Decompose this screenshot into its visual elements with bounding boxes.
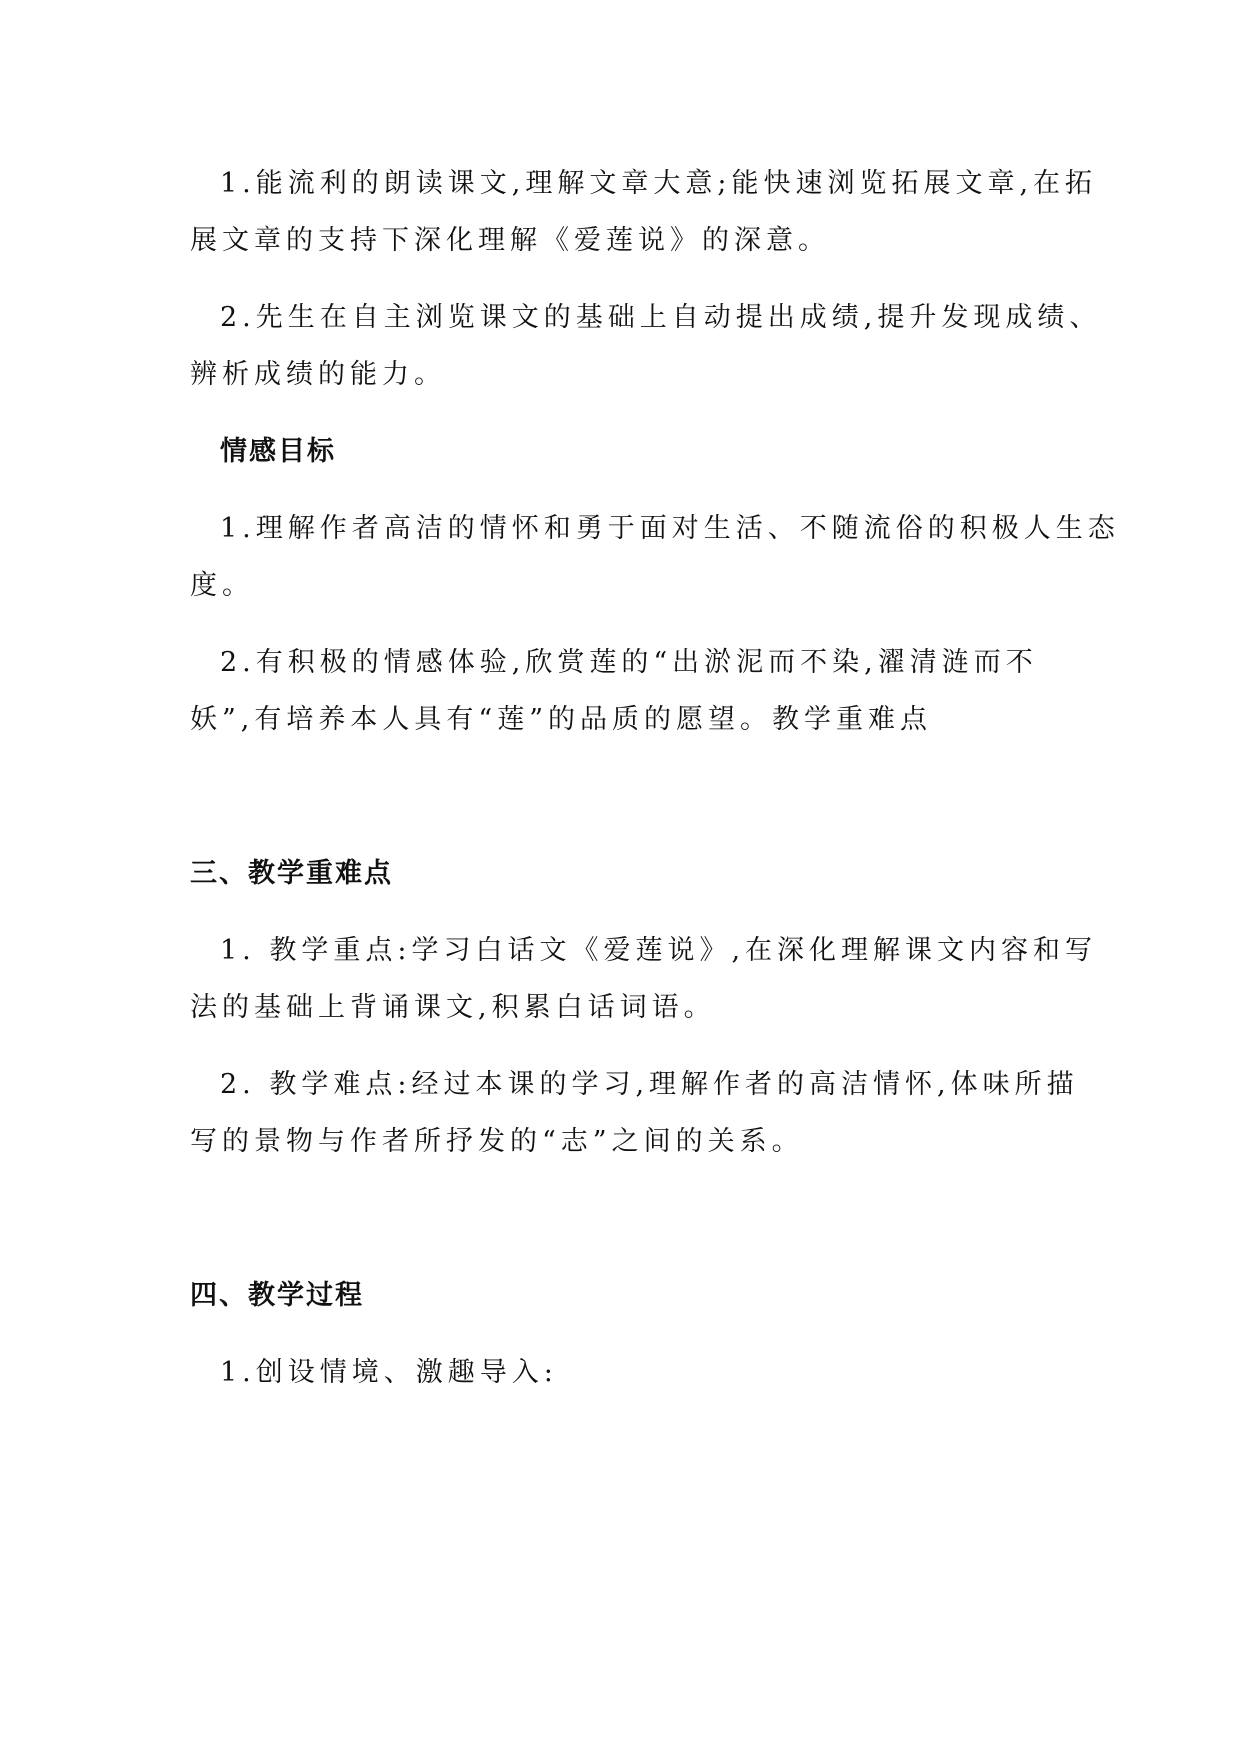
section-3-item-1-line-2: 法的基础上背诵课文,积累白话词语。: [190, 992, 716, 1023]
emotion-goal-2-line-1: 2.有积极的情感体验,欣赏莲的“出淤泥而不染,濯清涟而不: [220, 647, 1038, 678]
section-3-heading: 三、教学重难点: [190, 858, 393, 889]
emotion-goals-heading: 情感目标: [220, 436, 336, 467]
knowledge-goal-2-line-2: 辨析成绩的能力。: [190, 359, 446, 390]
section-3-item-2-line-1: 2. 教学难点:经过本课的学习,理解作者的高洁情怀,体味所描: [220, 1069, 1079, 1100]
knowledge-goal-2-line-1: 2.先生在自主浏览课文的基础上自动提出成绩,提升发现成绩、: [220, 302, 1102, 333]
emotion-goal-2-line-2: 妖”,有培养本人具有“莲”的品质的愿望。教学重难点: [190, 704, 932, 735]
section-3-item-2-line-2: 写的景物与作者所抒发的“志”之间的关系。: [190, 1126, 804, 1157]
section-4-heading: 四、教学过程: [190, 1280, 364, 1311]
section-4-item-1: 1.创设情境、激趣导入:: [220, 1357, 558, 1388]
section-3-item-1-line-1: 1. 教学重点:学习白话文《爱莲说》,在深化理解课文内容和写: [220, 935, 1098, 966]
emotion-goal-1-line-2: 度。: [190, 570, 254, 601]
emotion-goal-1-line-1: 1.理解作者高洁的情怀和勇于面对生活、不随流俗的积极人生态: [220, 513, 1120, 544]
knowledge-goal-1-line-1: 1.能流利的朗读课文,理解文章大意;能快速浏览拓展文章,在拓: [220, 168, 1098, 199]
knowledge-goal-1-line-2: 展文章的支持下深化理解《爱莲说》的深意。: [190, 225, 830, 256]
